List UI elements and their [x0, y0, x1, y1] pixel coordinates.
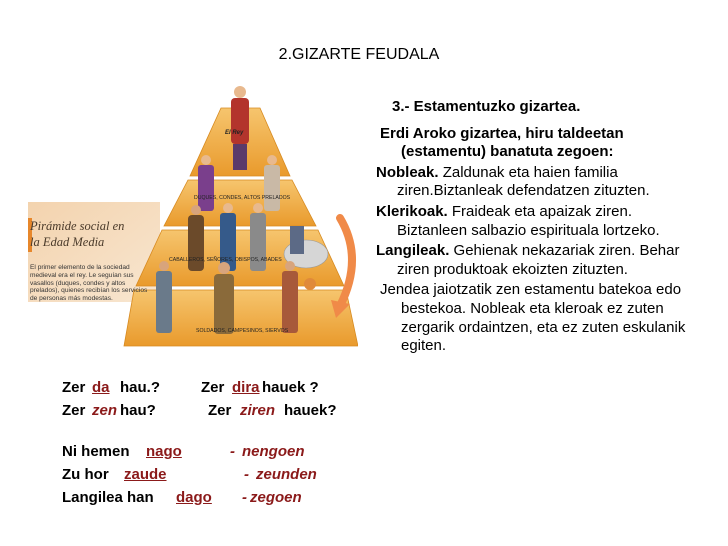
workers-term: Langileak. — [376, 242, 450, 260]
s2-d: zeunden — [256, 466, 317, 483]
q2-e: ziren — [240, 402, 276, 419]
q2-a: Zer — [62, 402, 86, 419]
tier-label-base: SOLDADOS, CAMPESINOS, SIERVOS — [196, 328, 289, 334]
tier-label-nobles: DUQUES, CONDES, ALTOS PRELADOS — [194, 195, 291, 201]
page-title-text: 2.GIZARTE FEUDALA — [278, 46, 440, 63]
social-pyramid-illustration — [28, 68, 358, 368]
pyramid-caption — [30, 218, 148, 250]
s1-b: nago — [146, 443, 182, 460]
q1-b: da — [92, 379, 110, 396]
pyramid-caption-line2: la Edad Media — [30, 235, 105, 249]
torch-icon — [304, 278, 316, 290]
section-heading: 3.- Estamentuzko gizartea. — [392, 98, 581, 115]
clergy-text: Fraideak eta apaizak ziren. Biztanleen salbazio espirituala lortzeko. — [397, 202, 660, 239]
knight-figure — [290, 226, 304, 254]
clergy-term: Klerikoak. — [376, 202, 448, 220]
king-robe — [233, 144, 247, 170]
abbot-head — [253, 203, 263, 213]
workers-paragraph — [376, 242, 696, 279]
s3-a: Langilea han — [62, 489, 154, 506]
intro-paragraph: Erdi Aroko gizartea, hiru taldeetan (estamentu) banatuta zegoen: — [380, 124, 624, 161]
peasant-figure — [214, 274, 234, 334]
s3-c: - — [242, 489, 247, 506]
pyramid-note: El primer elemento de la sociedad medieval era el rey. Le seguían sus vasallos (duques, condes y altos prelados), quienes recibían los servicios de personas más modestas. — [30, 264, 148, 303]
s3-b: dago — [176, 489, 212, 506]
q2-c: hau? — [120, 402, 156, 419]
tier-label-knights: CABALLEROS, SEÑORES, OBISPOS, ABADES — [169, 257, 282, 263]
text-column — [376, 98, 696, 358]
noble-figure — [198, 165, 214, 211]
soldier-figure — [156, 271, 172, 333]
nobles-term: Nobleak. — [376, 163, 439, 181]
s2-c: - — [244, 466, 249, 483]
tier-label-king: El Rey — [225, 130, 244, 136]
pyramid-tier-nobles — [164, 180, 316, 226]
page-title — [0, 46, 728, 64]
q2-f: hauek? — [284, 402, 337, 419]
monk-head — [191, 205, 201, 215]
s1-a: Ni hemen — [62, 443, 130, 460]
s2-b: zaude — [124, 466, 167, 483]
q2-d: Zer — [208, 402, 232, 419]
king-head — [234, 86, 246, 98]
s2-a: Zu hor — [62, 466, 109, 483]
lord-head — [223, 203, 233, 213]
q1-c: hau.? — [120, 379, 160, 396]
clergy-paragraph — [376, 203, 696, 240]
workers-text: Gehienak nekazariak ziren. Behar ziren produktoak ekoizten zituzten. — [397, 242, 680, 278]
soldier-head — [159, 261, 169, 271]
cycle-arrow — [340, 218, 352, 306]
bishop-head — [267, 155, 277, 165]
noble-head — [201, 155, 211, 165]
pyramid-caption-line1: Pirámide social en — [30, 219, 125, 233]
q2-b: zen — [92, 402, 118, 419]
serf-figure — [282, 271, 298, 333]
q1-a: Zer — [62, 379, 86, 396]
s3-d: zegoen — [250, 489, 302, 506]
nobles-paragraph — [376, 164, 696, 201]
nobles-text: Zaldunak eta haien familia ziren.Biztanleak defendatzen zituzten. — [397, 163, 650, 200]
s1-d: nengoen — [242, 443, 305, 460]
serf-head — [285, 261, 295, 271]
bishop-figure — [264, 165, 280, 211]
q1-f: hauek ? — [262, 379, 319, 396]
s1-c: - — [230, 443, 235, 460]
king-figure — [231, 98, 249, 144]
closing-paragraph: Jendea jaiotzatik zen estamentu batekoa edo bestekoa. Nobleak eta kleroak ez zuten zergarik ordaintzen, eta ez zuten eskulanik egiten. — [380, 281, 686, 355]
peasant-head — [218, 262, 230, 274]
q1-d: Zer — [201, 379, 225, 396]
q1-e: dira — [232, 379, 260, 396]
